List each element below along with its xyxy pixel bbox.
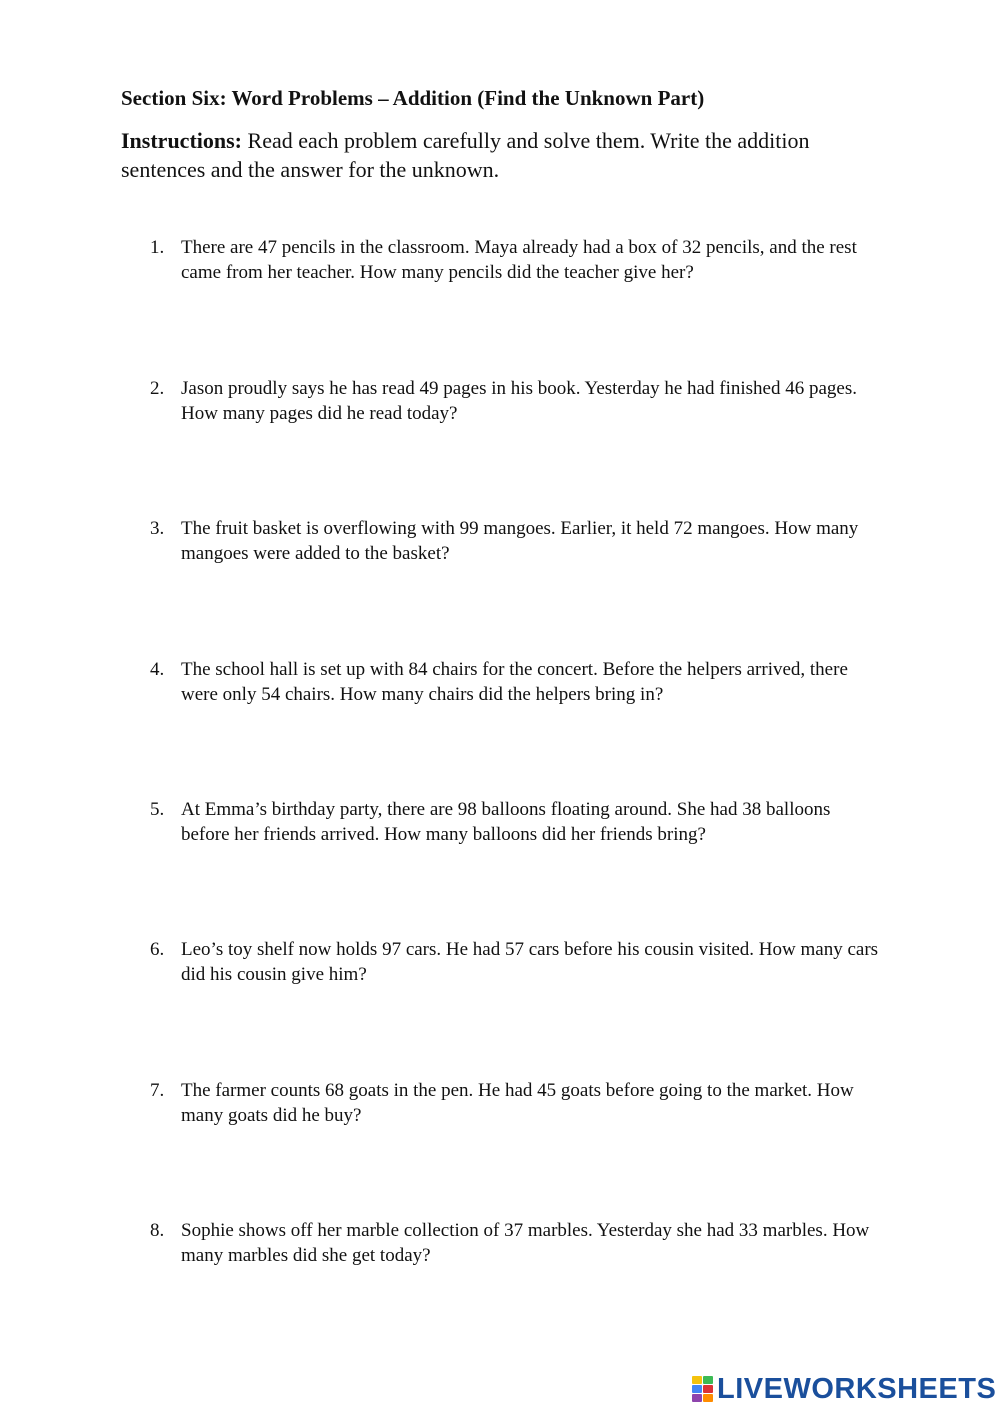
problem-text: Sophie shows off her marble collection of 37 marbles. Yesterday she had 33 marbles. How many marbles did she get today? bbox=[181, 1220, 870, 1266]
liveworksheets-logo-icon bbox=[692, 1376, 714, 1402]
logo-text: LIVEWORKSHEETS bbox=[717, 1373, 997, 1405]
problem-item bbox=[150, 797, 880, 847]
problem-text: Leo’s toy shelf now holds 97 cars. He had 57 cars before his cousin visited. How many cars did his cousin give him? bbox=[181, 939, 879, 985]
problem-number: 3. bbox=[150, 518, 165, 539]
problem-item bbox=[150, 235, 880, 285]
problem-number: 4. bbox=[150, 659, 165, 680]
problem-item bbox=[150, 657, 880, 707]
liveworksheets-logo bbox=[692, 1374, 996, 1404]
problem-number: 8. bbox=[150, 1220, 165, 1241]
instructions bbox=[121, 126, 881, 184]
problem-item bbox=[150, 1078, 880, 1128]
problem-number: 2. bbox=[150, 378, 165, 399]
problem-number: 6. bbox=[150, 939, 165, 960]
problem-text: Jason proudly says he has read 49 pages in his book. Yesterday he had finished 46 pages. How many pages did he read today? bbox=[181, 378, 857, 424]
problem-number: 7. bbox=[150, 1080, 165, 1101]
problem-item bbox=[150, 1218, 880, 1268]
problem-item bbox=[150, 937, 880, 987]
problem-text: The farmer counts 68 goats in the pen. He had 45 goats before going to the market. How many goats did he buy? bbox=[181, 1080, 854, 1126]
instructions-text: Read each problem carefully and solve them. Write the addition sentences and the answer for the unknown. bbox=[121, 128, 810, 182]
problem-item bbox=[150, 376, 880, 426]
problem-number: 1. bbox=[150, 237, 165, 258]
problem-number: 5. bbox=[150, 799, 165, 820]
section-title: Section Six: Word Problems – Addition (Find the Unknown Part) bbox=[121, 86, 705, 110]
problem-item bbox=[150, 516, 880, 566]
problem-text: The fruit basket is overflowing with 99 mangoes. Earlier, it held 72 mangoes. How many mangoes were added to the basket? bbox=[181, 518, 859, 564]
problem-text: There are 47 pencils in the classroom. Maya already had a box of 32 pencils, and the rest came from her teacher. How many pencils did the teacher give her? bbox=[181, 237, 857, 283]
instructions-label: Instructions: bbox=[121, 128, 243, 153]
problem-text: The school hall is set up with 84 chairs for the concert. Before the helpers arrived, there were only 54 chairs. How many chairs did the helpers bring in? bbox=[181, 659, 848, 705]
problem-text: At Emma’s birthday party, there are 98 balloons floating around. She had 38 balloons before her friends arrived. How many balloons did her friends bring? bbox=[181, 799, 831, 845]
